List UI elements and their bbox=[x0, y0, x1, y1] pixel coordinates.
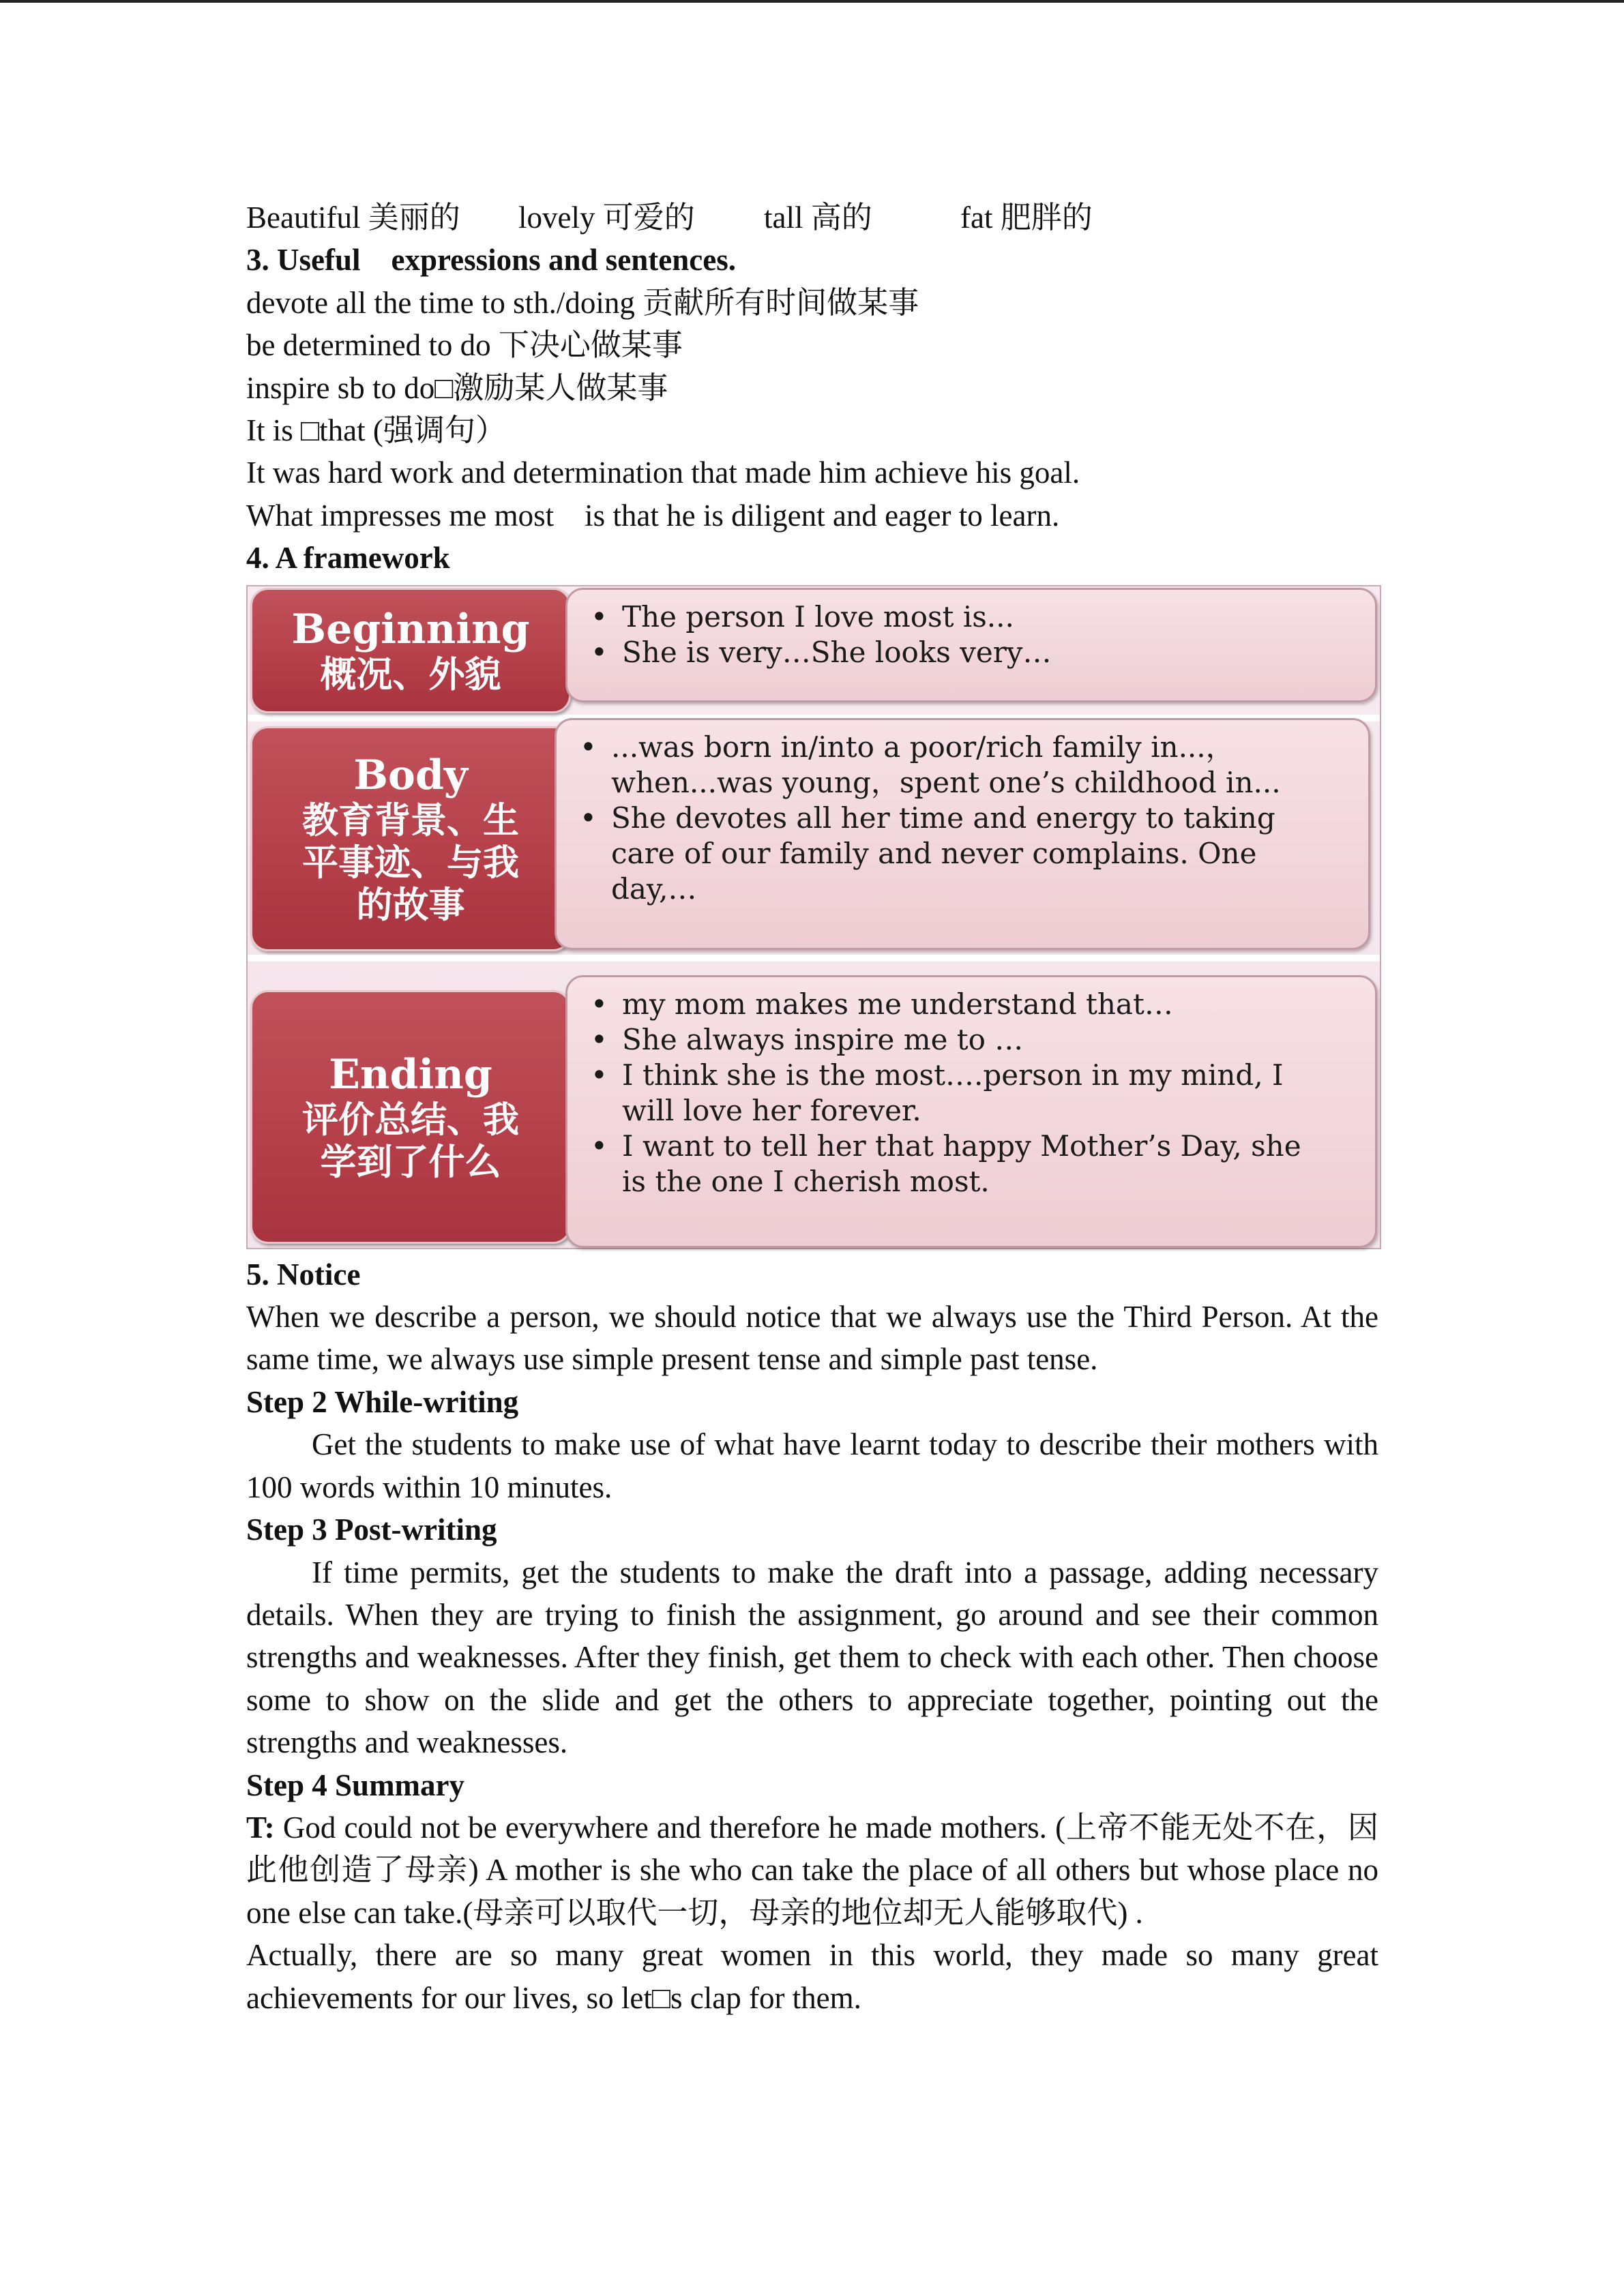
expression-line: inspire sb to do□激励某人做某事 bbox=[246, 370, 668, 405]
page-top-border bbox=[0, 0, 1624, 3]
expression-line: be determined to do 下决心做某事 bbox=[246, 328, 683, 363]
section-5-heading: 5. Notice bbox=[246, 1257, 361, 1292]
step-2-heading: Step 2 While-writing bbox=[246, 1384, 519, 1419]
vocab-tall: tall 高的 bbox=[763, 200, 872, 235]
teacher-label: T: bbox=[246, 1810, 275, 1845]
block-subheading: 概况、外貌 bbox=[320, 653, 501, 696]
block-subheading: 教育背景、生 bbox=[302, 799, 519, 841]
vocab-beautiful: Beautiful 美丽的 bbox=[246, 200, 460, 235]
framework-bullet: • I think she is the most….person in my mind, I will love her forever. bbox=[591, 1058, 1355, 1129]
framework-beginning-content bbox=[565, 588, 1377, 702]
closing-paragraph: Actually, there are so many great women in this world, they made so many great achievements for our lives, so let□s clap for them. bbox=[246, 1938, 1378, 2015]
section-4-heading: 4. A framework bbox=[246, 541, 450, 576]
notice-paragraph: When we describe a person, we should notice that we always use the Third Person. At the same time, we always use simple present tense and simple past tense. bbox=[246, 1300, 1378, 1377]
section-3-heading: 3. Useful expressions and sentences. bbox=[246, 243, 736, 278]
vocab-fat: fat 肥胖的 bbox=[960, 200, 1093, 235]
vocab-lovely: lovely 可爱的 bbox=[518, 200, 695, 235]
step-4-heading: Step 4 Summary bbox=[246, 1768, 465, 1802]
expression-line: devote all the time to sth./doing 贡献所有时间做某事 bbox=[246, 285, 919, 320]
summary-paragraph bbox=[246, 1806, 1378, 1934]
block-subheading: 评价总结、我 bbox=[302, 1098, 519, 1141]
block-heading: Beginning bbox=[291, 605, 530, 653]
block-subheading: 的故事 bbox=[356, 883, 465, 926]
framework-bullet: • I want to tell her that happy Mother’s Day, she is the one I cherish most. bbox=[591, 1129, 1355, 1199]
framework-ending-content bbox=[565, 975, 1377, 1248]
framework-bullet: • my mom makes me understand that… bbox=[591, 987, 1355, 1022]
expression-line: What impresses me most is that he is diligent and eager to learn. bbox=[246, 498, 1060, 533]
block-heading: Body bbox=[353, 751, 468, 799]
step-3-heading: Step 3 Post-writing bbox=[246, 1512, 497, 1547]
vocabulary-line bbox=[246, 196, 1378, 239]
framework-bullet: • She is very…She looks very… bbox=[591, 635, 1355, 670]
teacher-speech: God could not be everywhere and therefore he made mothers. (上帝不能无处不在，因此他创造了母亲) A mother is she who can take the place of all others but whose place no one else can take.(母亲可以取代一切，母亲的地位却无人能够取代) . bbox=[246, 1810, 1378, 1930]
framework-body-content bbox=[555, 718, 1370, 950]
block-heading: Ending bbox=[329, 1050, 492, 1099]
framework-diagram bbox=[246, 585, 1381, 1249]
document-page bbox=[246, 196, 1378, 2019]
expression-line: It is □that (强调句） bbox=[246, 413, 506, 448]
framework-separator bbox=[248, 955, 1380, 961]
block-subheading: 平事迹、与我 bbox=[302, 841, 519, 884]
framework-bullet: • ...was born in/into a poor/rich family in...， when...was young，spent one’s childhood in... bbox=[580, 730, 1348, 801]
step-2-paragraph: Get the students to make use of what have learnt today to describe their mothers with 100 words within 10 minutes. bbox=[246, 1427, 1378, 1504]
block-subheading: 学到了什么 bbox=[320, 1140, 501, 1183]
framework-bullet: • She always inspire me to … bbox=[591, 1022, 1355, 1058]
framework-beginning-label bbox=[250, 588, 571, 713]
expression-line: It was hard work and determination that made him achieve his goal. bbox=[246, 456, 1080, 490]
framework-body-label bbox=[250, 726, 571, 951]
step-3-paragraph: If time permits, get the students to make the draft into a passage, adding necessary details. When they are trying to finish the assignment, go around and see their common strengths and weaknesses. After they finish, get them to check with each other. Then choose some to show on the slide and get the others to appreciate together, pointing out the strengths and weaknesses. bbox=[246, 1555, 1378, 1760]
framework-bullet: • The person I love most is... bbox=[591, 599, 1355, 635]
framework-bullet: • She devotes all her time and energy to taking care of our family and never complains. One day,… bbox=[580, 801, 1348, 907]
framework-ending-label bbox=[250, 990, 571, 1244]
